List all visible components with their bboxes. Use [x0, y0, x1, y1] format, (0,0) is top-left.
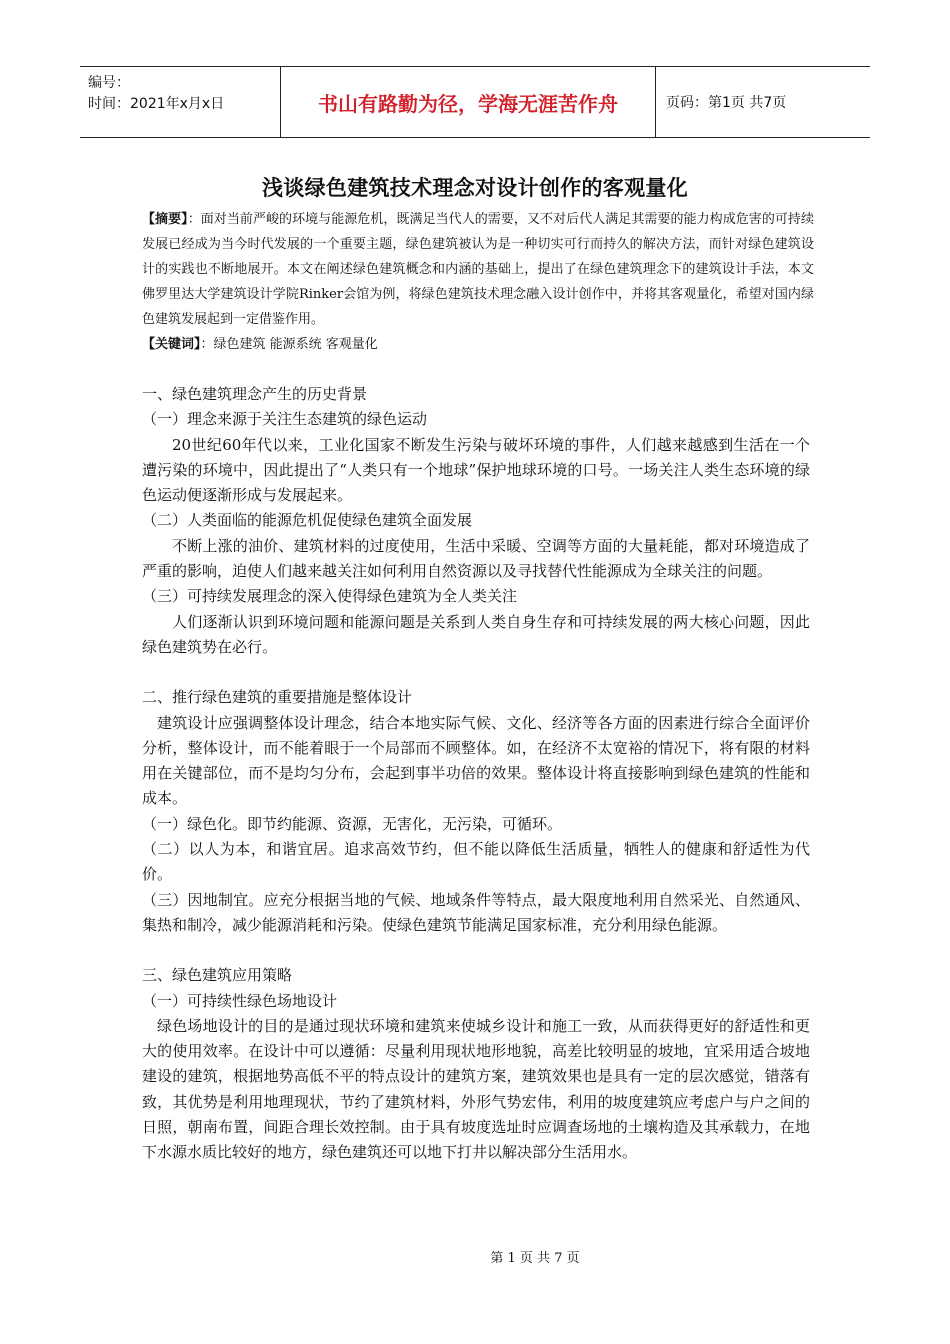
- section-2-item-2: （二）以人为本，和谐宜居。追求高效节约，但不能以降低生活质量，牺牲人的健康和舒适性为代价。: [142, 840, 810, 884]
- section-1-2-heading: （二）人类面临的能源危机促使绿色建筑全面发展: [142, 511, 473, 530]
- section-1-heading: 一、绿色建筑理念产生的历史背景: [142, 385, 368, 403]
- keywords-paragraph: [142, 332, 814, 357]
- section-1-1-text: 20世纪60年代以来，工业化国家不断发生污染与破坏环境的事件，人们越来越感到生活在一个遭污染的环境中，因此提出了“人类只有一个地球”保护地球环境的口号。一场关注人类生态环境的绿色运动便逐渐形成与发展起来。: [142, 435, 810, 505]
- keywords-label: 【关键词】: [142, 337, 201, 352]
- section-3-1-heading: （一）可持续性绿色场地设计: [142, 991, 338, 1010]
- document-body: [142, 382, 810, 1166]
- header-page-info: 页码：第1页 共7页: [666, 95, 787, 111]
- abstract-block: [142, 207, 814, 357]
- header-meta: [80, 67, 280, 137]
- section-3-heading: 三、绿色建筑应用策略: [142, 966, 293, 985]
- keywords-text: ：绿色建筑 能源系统 客观量化: [200, 337, 378, 352]
- section-gap: [142, 660, 810, 685]
- section-2-item-3: （三）因地制宜。应充分根据当地的气候、地域条件等特点，最大限度地利用自然采光、自然通风、集热和制冷，减少能源消耗和污染。使绿色建筑节能满足国家标准，充分利用绿色能源。: [142, 890, 810, 934]
- section-gap: [142, 938, 810, 963]
- section-1-3-text: 人们逐渐认识到环境问题和能源问题是关系到人类自身生存和可持续发展的两大核心问题，因此绿色建筑势在必行。: [142, 612, 810, 656]
- document-title: 浅谈绿色建筑技术理念对设计创作的客观量化: [262, 176, 688, 200]
- document-number-label: 编号：: [88, 75, 130, 91]
- section-2-item-1: （一）绿色化。即节约能源、资源，无害化，无污染，可循环。: [142, 814, 563, 833]
- section-1-2-text: 不断上涨的油价、建筑材料的过度使用，生活中采暖、空调等方面的大量耗能，都对环境造成了严重的影响，迫使人们越来越关注如何利用自然资源以及寻找替代性能源成为全球关注的问题。: [142, 536, 810, 581]
- page-footer: 第 1 页 共 7 页: [490, 1251, 580, 1266]
- page-header: [80, 66, 870, 138]
- abstract-label: 【摘要】: [142, 212, 188, 227]
- section-3-1-text: 绿色场地设计的目的是通过现状环境和建筑来使城乡设计和施工一致，从而获得更好的舒适性和更大的使用效率。在设计中可以遵循：尽量利用现状地形地貌，高差比较明显的坡地，宜采用适合坡地建设的建筑，根据地势高低不平的特点设计的建筑方案，建筑效果也是具有一定的层次感觉，错落有致，其优势是利用地理现状，节约了建筑材料，外形气势宏伟，利用的坡度建筑应考虑户与户之间的日照，朝南布置，间距合理长效控制。由于具有坡度选址时应调查场地的土壤构造及其承载力，在地下水源水质比较好的地方，绿色建筑还可以地下打井以解决部分生活用水。: [142, 1016, 810, 1162]
- abstract-text: ：面对当前严峻的环境与能源危机，既满足当代人的需要，又不对后代人满足其需要的能力构成危害的可持续发展已经成为当今时代发展的一个重要主题，绿色建筑被认为是一种切实可行而持久的解决方法，而针对绿色建筑设计的实践也不断地展开。本文在阐述绿色建筑概念和内涵的基础上，提出了在绿色建筑理念下的建筑设计手法，本文佛罗里达大学建筑设计学院Rinker会馆为例，将绿色建筑技术理念融入设计创作中，并将其客观量化，希望对国内绿色建筑发展起到一定借鉴作用。: [142, 212, 814, 327]
- section-1-1-heading: （一）理念来源于关注生态建筑的绿色运动: [142, 410, 428, 429]
- document-date: 时间：2021年x月x日: [88, 96, 225, 112]
- header-motto: 书山有路勤为径，学海无涯苦作舟: [280, 67, 656, 137]
- section-2-text: 建筑设计应强调整体设计理念，结合本地实际气候、文化、经济等各方面的因素进行综合全面评价分析，整体设计，而不能着眼于一个局部而不顾整体。如，在经济不太宽裕的情况下，将有限的材料用在关键部位，而不是均匀分布，会起到事半功倍的效果。整体设计将直接影响到绿色建筑的性能和成本。: [142, 713, 810, 808]
- section-1-3-heading: （三）可持续发展理念的深入使得绿色建筑为全人类关注: [142, 587, 518, 606]
- abstract-paragraph: [142, 207, 814, 332]
- section-2-heading: 二、推行绿色建筑的重要措施是整体设计: [142, 688, 413, 707]
